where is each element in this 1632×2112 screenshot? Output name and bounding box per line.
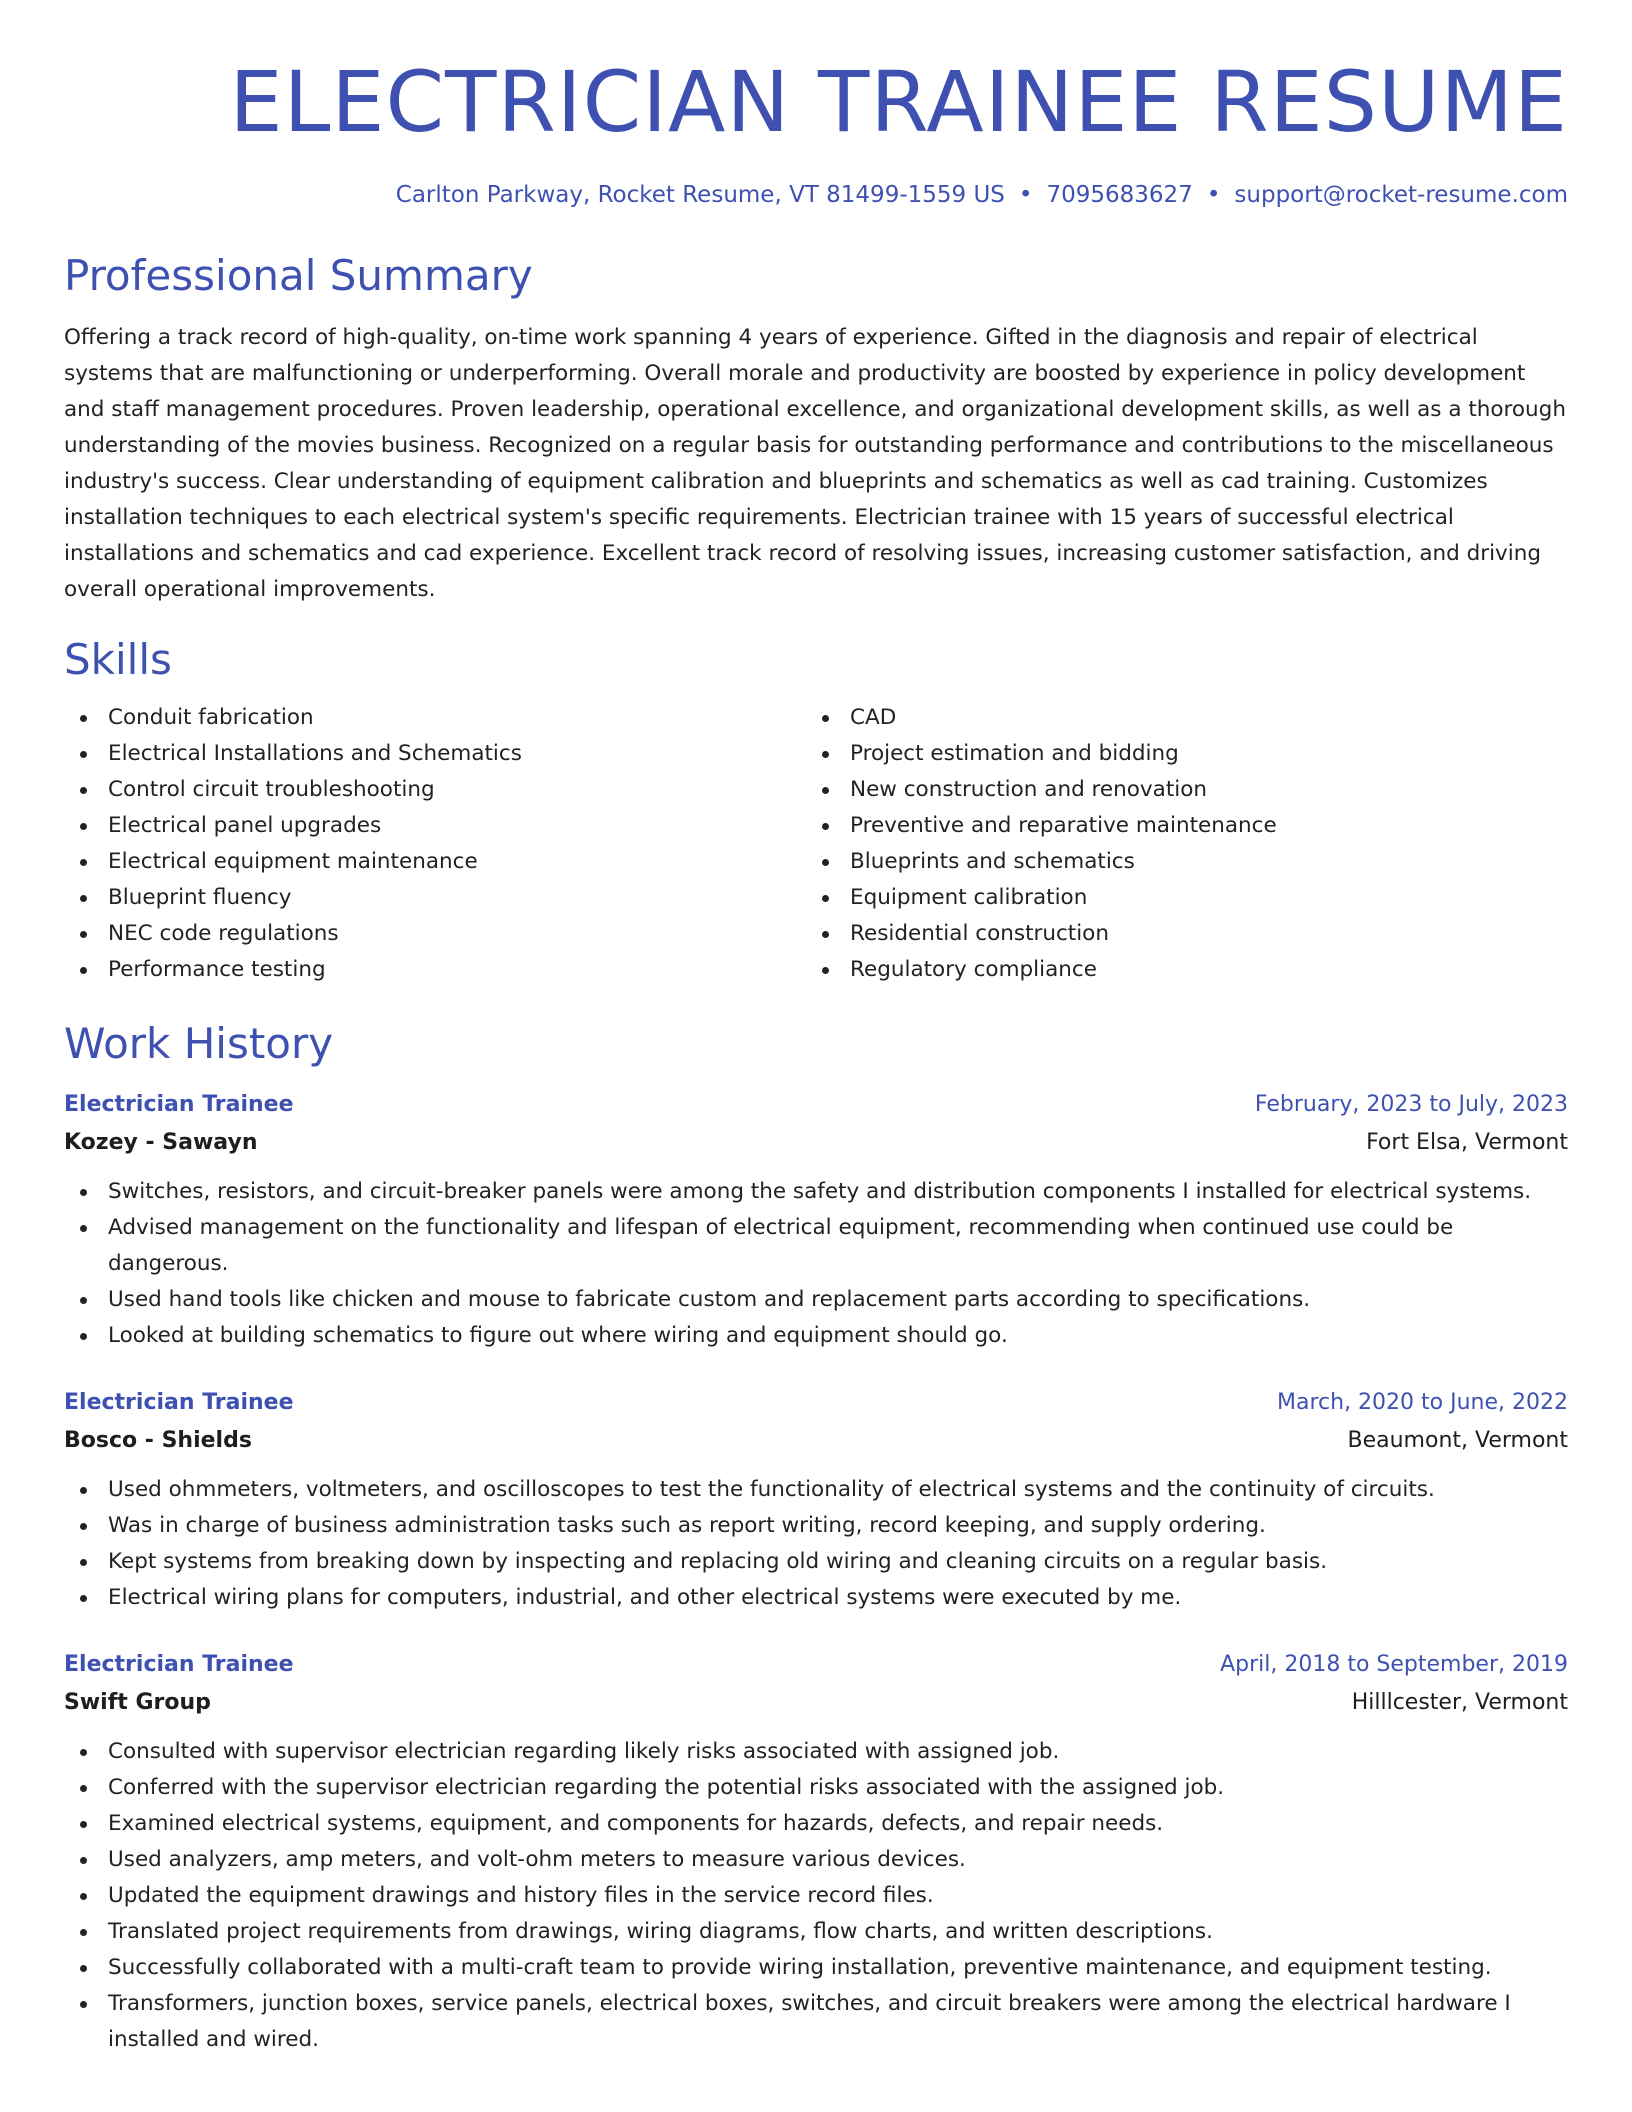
job-dates: April, 2018 to September, 2019 xyxy=(1220,1652,1568,1677)
contact-address: Carlton Parkway, Rocket Resume, VT 81499-1559 US xyxy=(395,182,1005,208)
contact-phone: 7095683627 xyxy=(1046,182,1193,208)
skill-item: Equipment calibration xyxy=(806,880,1548,916)
skills-list xyxy=(64,700,1568,988)
job-company-row xyxy=(64,1422,1568,1460)
job-title: Electrician Trainee xyxy=(64,1652,294,1677)
job-bullet: Used ohmmeters, voltmeters, and oscilloscopes to test the functionality of electrical systems and the continuity of circuits. xyxy=(64,1472,1568,1508)
skill-item: Conduit fabrication xyxy=(64,700,806,736)
skill-item: Performance testing xyxy=(64,952,806,988)
job-title: Electrician Trainee xyxy=(64,1390,294,1415)
job-bullet: Consulted with supervisor electrician regarding likely risks associated with assigned job. xyxy=(64,1734,1568,1770)
resume-title: ELECTRICIAN TRAINEE RESUME xyxy=(229,53,1568,151)
job-location: Fort Elsa, Vermont xyxy=(1366,1130,1568,1155)
job-company: Swift Group xyxy=(64,1690,211,1715)
contact-separator: • xyxy=(1206,182,1221,208)
job-header-row xyxy=(64,1086,1568,1124)
contact-email: support@rocket-resume.com xyxy=(1234,182,1568,208)
job-location: Beaumont, Vermont xyxy=(1347,1428,1568,1453)
job-bullet: Updated the equipment drawings and history files in the service record files. xyxy=(64,1878,1568,1914)
skill-item: Control circuit troubleshooting xyxy=(64,772,806,808)
job-bullet: Translated project requirements from drawings, wiring diagrams, flow charts, and written descriptions. xyxy=(64,1914,1568,1950)
contact-line xyxy=(64,180,1568,210)
job-location: Hilllcester, Vermont xyxy=(1351,1690,1568,1715)
job-bullet: Examined electrical systems, equipment, and components for hazards, defects, and repair needs. xyxy=(64,1806,1568,1842)
skills-column-right xyxy=(806,700,1548,988)
job-dates: February, 2023 to July, 2023 xyxy=(1254,1092,1568,1117)
job-bullets xyxy=(64,1174,1568,1354)
skill-item: Blueprint fluency xyxy=(64,880,806,916)
job-bullet: Transformers, junction boxes, service panels, electrical boxes, switches, and circuit breakers were among the electrical hardware I installed and wired. xyxy=(64,1986,1568,2058)
skill-item: CAD xyxy=(806,700,1548,736)
summary-heading: Professional Summary xyxy=(64,251,533,300)
skill-item: Electrical Installations and Schematics xyxy=(64,736,806,772)
job-bullets xyxy=(64,1734,1568,2058)
contact-separator: • xyxy=(1018,182,1033,208)
job-dates: March, 2020 to June, 2022 xyxy=(1277,1390,1568,1415)
job-bullet: Kept systems from breaking down by inspecting and replacing old wiring and cleaning circuits on a regular basis. xyxy=(64,1544,1568,1580)
work-history-heading: Work History xyxy=(64,1019,334,1068)
job-entry xyxy=(64,1646,1568,2058)
job-header-row xyxy=(64,1384,1568,1422)
job-bullet: Used hand tools like chicken and mouse to fabricate custom and replacement parts according to specifications. xyxy=(64,1282,1568,1318)
job-bullet: Used analyzers, amp meters, and volt-ohm meters to measure various devices. xyxy=(64,1842,1568,1878)
job-bullets xyxy=(64,1472,1568,1616)
job-entry xyxy=(64,1086,1568,1354)
skill-item: New construction and renovation xyxy=(806,772,1548,808)
skill-item: Residential construction xyxy=(806,916,1548,952)
skill-item: Electrical equipment maintenance xyxy=(64,844,806,880)
skill-item: Electrical panel upgrades xyxy=(64,808,806,844)
job-bullet: Conferred with the supervisor electrician regarding the potential risks associated with the assigned job. xyxy=(64,1770,1568,1806)
job-company: Kozey - Sawayn xyxy=(64,1130,258,1155)
skill-item: NEC code regulations xyxy=(64,916,806,952)
job-company-row xyxy=(64,1684,1568,1722)
job-bullet: Was in charge of business administration tasks such as report writing, record keeping, and supply ordering. xyxy=(64,1508,1568,1544)
job-company-row xyxy=(64,1124,1568,1162)
skill-item: Blueprints and schematics xyxy=(806,844,1548,880)
job-title: Electrician Trainee xyxy=(64,1092,294,1117)
resume-page xyxy=(64,0,1568,2058)
job-bullet: Electrical wiring plans for computers, industrial, and other electrical systems were executed by me. xyxy=(64,1580,1568,1616)
skills-heading: Skills xyxy=(64,635,172,684)
job-header-row xyxy=(64,1646,1568,1684)
job-bullet: Switches, resistors, and circuit-breaker panels were among the safety and distribution components I installed for electrical systems. xyxy=(64,1174,1568,1210)
skill-item: Preventive and reparative maintenance xyxy=(806,808,1548,844)
summary-text: Offering a track record of high-quality, on-time work spanning 4 years of experience. Gifted in the diagnosis and repair of electrical systems that are malfunctioning or underperforming. Overall morale and productivity are boosted by experience in policy development and staff management procedures. Proven leadership, operational excellence, and organizational development skills, as well as a thorough understanding of the movies business. Recognized on a regular basis for outstanding performance and contributions to the miscellaneous industry's success. Clear understanding of equipment calibration and blueprints and schematics as well as cad training. Customizes installation techniques to each electrical system's specific requirements. Electrician trainee with 15 years of successful electrical installations and schematics and cad experience. Excellent track record of resolving issues, increasing customer satisfaction, and driving overall operational improvements. xyxy=(64,325,1566,602)
skills-column-left xyxy=(64,700,806,988)
job-company: Bosco - Shields xyxy=(64,1428,252,1453)
job-bullet: Successfully collaborated with a multi-craft team to provide wiring installation, preventive maintenance, and equipment testing. xyxy=(64,1950,1568,1986)
job-bullet: Advised management on the functionality and lifespan of electrical equipment, recommending when continued use could be dangerous. xyxy=(64,1210,1568,1282)
job-entry xyxy=(64,1384,1568,1616)
job-bullet: Looked at building schematics to figure out where wiring and equipment should go. xyxy=(64,1318,1568,1354)
skill-item: Regulatory compliance xyxy=(806,952,1548,988)
skill-item: Project estimation and bidding xyxy=(806,736,1548,772)
